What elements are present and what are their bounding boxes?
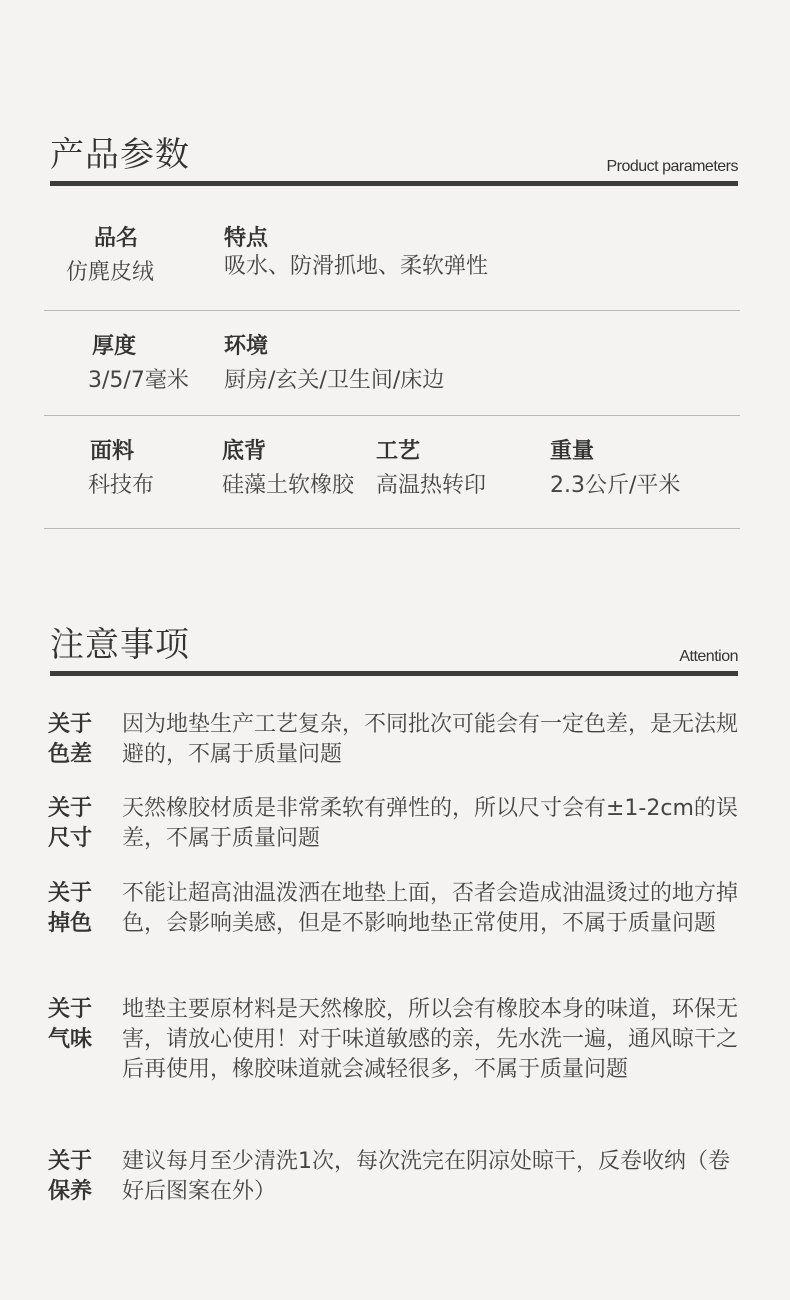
param-cell-feature [224,224,488,282]
param-row [44,332,740,416]
param-cell-weight [550,437,680,501]
param-key: 重量 [550,439,595,464]
note-label-line: 关于 [48,997,93,1022]
param-value: 2.3公斤/平米 [550,473,681,498]
params-subtitle: Product parameters [606,158,738,175]
param-row [44,224,740,311]
param-value: 硅藻土软橡胶 [222,473,355,498]
notes-title: 注意事项 [50,625,190,665]
note-text: 不能让超高油温泼洒在地垫上面，否者会造成油温烫过的地方掉色，会影响美感，但是不影响地垫正常使用，不属于质量问题 [122,881,739,936]
note-label [48,710,104,770]
row-divider [44,415,740,416]
param-key: 品名 [94,226,139,251]
param-value: 高温热转印 [376,473,487,498]
param-key: 底背 [222,439,267,464]
note-text: 因为地垫生产工艺复杂，不同批次可能会有一定色差，是无法规避的，不属于质量问题 [122,712,739,767]
note-label-line: 关于 [48,881,93,906]
param-cell-fabric [88,437,154,501]
note-item [48,1147,748,1209]
note-label-line: 掉色 [48,911,93,936]
param-value: 吸水、防滑抓地、柔软弹性 [224,254,489,279]
param-value: 仿麂皮绒 [66,260,155,285]
param-cell-backing [222,437,354,501]
note-label-line: 色差 [48,742,93,767]
params-header [50,134,738,182]
row-divider [44,310,740,311]
note-label-line: 气味 [48,1027,93,1052]
note-label [48,794,104,854]
param-cell-environment [224,332,444,396]
note-text: 地垫主要原材料是天然橡胶，所以会有橡胶本身的味道，环保无害，请放心使用！对于味道敏感的亲，先水洗一遍，通风晾干之后再使用，橡胶味道就会减轻很多，不属于质量问题 [122,997,739,1082]
note-item [48,794,748,856]
note-item [48,710,748,772]
note-label-line: 尺寸 [48,826,93,851]
note-label [48,995,104,1055]
param-row [44,437,740,529]
params-title: 产品参数 [50,135,190,175]
param-key: 环境 [224,334,269,359]
param-cell-craft [376,437,486,501]
note-label-line: 关于 [48,796,93,821]
param-key: 特点 [224,226,269,251]
notes-header [50,624,738,672]
param-value: 3/5/7毫米 [88,368,189,393]
param-value: 科技布 [88,473,155,498]
param-value: 厨房/玄关/卫生间/床边 [224,368,445,393]
param-key: 厚度 [92,334,137,359]
param-cell-thickness [88,332,189,396]
note-item [48,879,748,971]
params-title-bar [50,181,738,186]
note-label-line: 保养 [48,1179,93,1204]
note-text: 天然橡胶材质是非常柔软有弹性的，所以尺寸会有±1-2cm的误差，不属于质量问题 [122,796,738,851]
notes-title-bar [50,671,738,676]
row-divider [44,528,740,529]
note-label-line: 关于 [48,712,93,737]
note-label [48,879,104,939]
note-text: 建议每月至少清洗1次，每次洗完在阴凉处晾干，反卷收纳（卷好后图案在外） [122,1149,730,1204]
note-label [48,1147,104,1207]
param-key: 工艺 [376,439,421,464]
note-item [48,995,748,1117]
param-cell-name [66,224,154,288]
param-key: 面料 [90,439,135,464]
notes-subtitle: Attention [679,648,738,665]
note-label-line: 关于 [48,1149,93,1174]
